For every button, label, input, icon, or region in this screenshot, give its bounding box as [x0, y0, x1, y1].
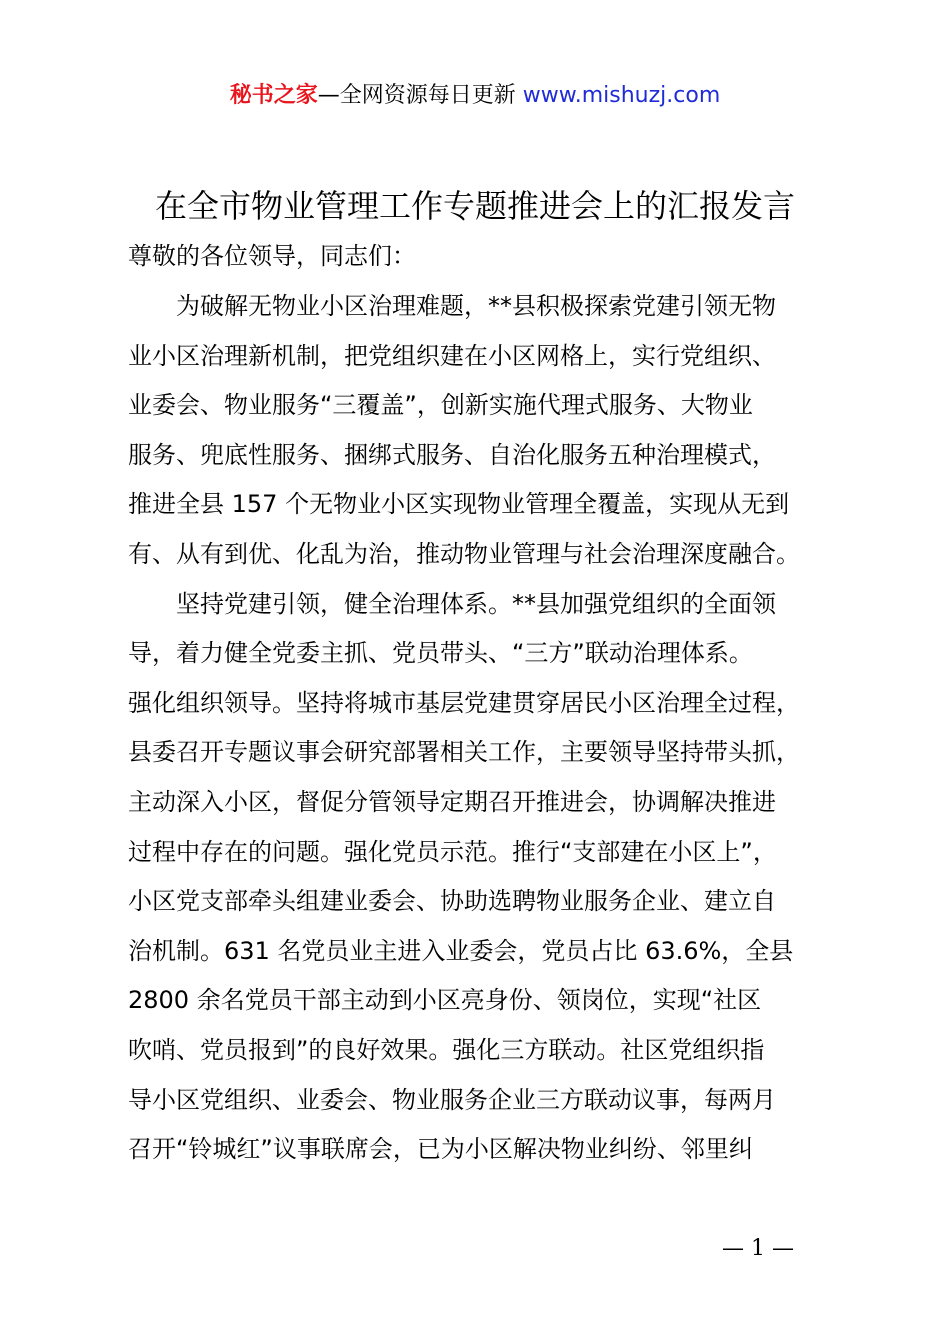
page-number: — 1 — — [722, 1236, 794, 1261]
body-line: 召开“铃城红”议事联席会，已为小区解决物业纠纷、邻里纠 — [128, 1135, 753, 1163]
body-line: 2800 余名党员干部主动到小区亮身份、领岗位，实现“社区 — [128, 986, 762, 1014]
body-line: 吹哨、党员报到”的良好效果。强化三方联动。社区党组织指 — [128, 1036, 765, 1064]
body-line: 服务、兜底性服务、捆绑式服务、自治化服务五种治理模式， — [128, 441, 776, 469]
body-line: 强化组织领导。坚持将城市基层党建贯穿居民小区治理全过程， — [128, 689, 800, 717]
body-line: 有、从有到优、化乱为治，推动物业管理与社会治理深度融合。 — [128, 540, 800, 568]
body-line: 推进全县 157 个无物业小区实现物业管理全覆盖，实现从无到 — [128, 490, 790, 518]
body-line: 为破解无物业小区治理难题，**县积极探索党建引领无物 — [128, 292, 776, 320]
body-line: 导，着力健全党委主抓、党员带头、“三方”联动治理体系。 — [128, 639, 753, 667]
body-line: 主动深入小区，督促分管领导定期召开推进会，协调解决推进 — [128, 788, 776, 816]
body-line: 小区党支部牵头组建业委会、协助选聘物业服务企业、建立自 — [128, 887, 776, 915]
body-line: 过程中存在的问题。强化党员示范。推行“支部建在小区上”， — [128, 838, 777, 866]
body-line: 坚持党建引领，健全治理体系。**县加强党组织的全面领 — [128, 590, 776, 618]
salutation: 尊敬的各位领导，同志们： — [128, 242, 416, 270]
body-line: 导小区党组织、业委会、物业服务企业三方联动议事，每两月 — [128, 1086, 776, 1114]
site-slogan: —全网资源每日更新 — [317, 83, 516, 108]
body-line: 业委会、物业服务“三覆盖”，创新实施代理式服务、大物业 — [128, 391, 753, 419]
site-header — [0, 80, 950, 112]
document-title: 在全市物业管理工作专题推进会上的汇报发言 — [154, 187, 795, 225]
body-line: 业小区治理新机制，把党组织建在小区网格上，实行党组织、 — [128, 342, 776, 370]
body-line: 县委召开专题议事会研究部署相关工作，主要领导坚持带头抓， — [128, 738, 800, 766]
site-url-link[interactable]: www.mishuzj.com — [522, 83, 721, 108]
body-line: 治机制。631 名党员业主进入业委会，党员占比 63.6%，全县 — [128, 937, 794, 965]
site-brand: 秘书之家 — [229, 83, 318, 108]
